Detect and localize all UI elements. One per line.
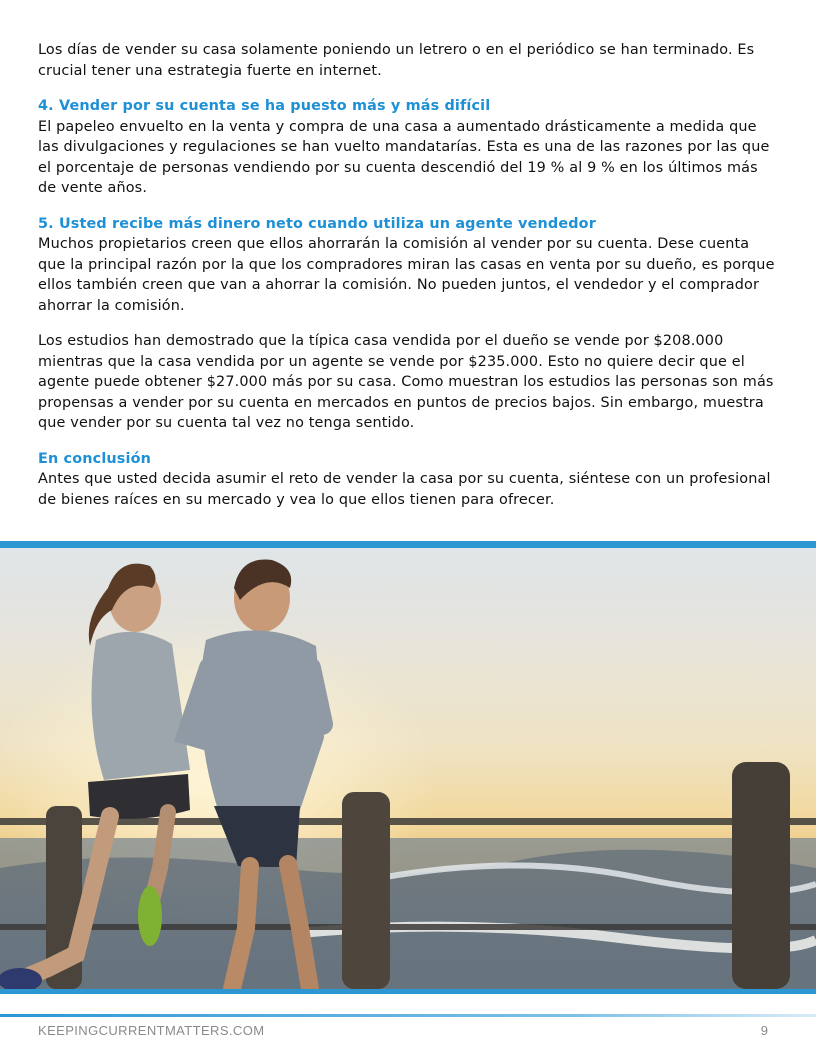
conclusion-body: Antes que usted decida asumir el reto de vender la casa por su cuenta, siéntese con un profesional de bienes raíces en su mercado y vea lo que ellos tienen para ofrecer. <box>38 471 771 508</box>
section-5-heading: 5. Usted recibe más dinero neto cuando utiliza un agente vendedor <box>38 215 596 232</box>
runners-photo <box>0 548 816 989</box>
section-5 <box>38 214 778 317</box>
photo-frame <box>0 541 816 994</box>
conclusion-section <box>38 449 778 511</box>
section-4-body: El papeleo envuelto en la venta y compra de una casa a aumentado drásticamente a medida que las divulgaciones y regulaciones se han vuelto mandatarías. Esta es una de las razones por las que el porcentaje de personas vendiendo por su cuenta descendió del 19 % al 9 % en los últimos más de vente años. <box>38 118 770 196</box>
section-4-heading: 4. Vender por su cuenta se ha puesto más y más difícil <box>38 98 491 114</box>
page-number: 9 <box>760 1023 768 1038</box>
footer-divider <box>0 1014 816 1017</box>
section-5-body: Muchos propietarios creen que ellos ahorrarán la comisión al vender por su cuenta. Dese cuenta que la principal razón por la que los compradores miran las casas en venta por su dueño, es porque ellos también creen que van a ahorrar la comisión. No pueden juntos, el vendedor y el comprador ahorrar la comisión. <box>38 236 775 314</box>
footer-site-name: KEEPINGCURRENTMATTERS.COM <box>38 1023 265 1038</box>
runners-illustration <box>0 548 816 989</box>
conclusion-heading: En conclusión <box>38 450 152 467</box>
section-4 <box>38 96 778 199</box>
article-body <box>38 40 778 525</box>
intro-paragraph: Los días de vender su casa solamente poniendo un letrero o en el periódico se han terminado. Es crucial tener una estrategia fuerte en internet. <box>38 42 755 79</box>
studies-paragraph: Los estudios han demostrado que la típica casa vendida por el dueño se vende por $208.000 mientras que la casa vendida por un agente se vende por $235.000. Esto no quiere decir que el agente puede obtener $27.000 más por su casa. Como muestran los estudios las personas son más propensas a vender por su cuenta en mercados en puntos de precios bajos. Sin embargo, muestra que vender por su cuenta tal vez no tenga sentido. <box>38 333 774 431</box>
